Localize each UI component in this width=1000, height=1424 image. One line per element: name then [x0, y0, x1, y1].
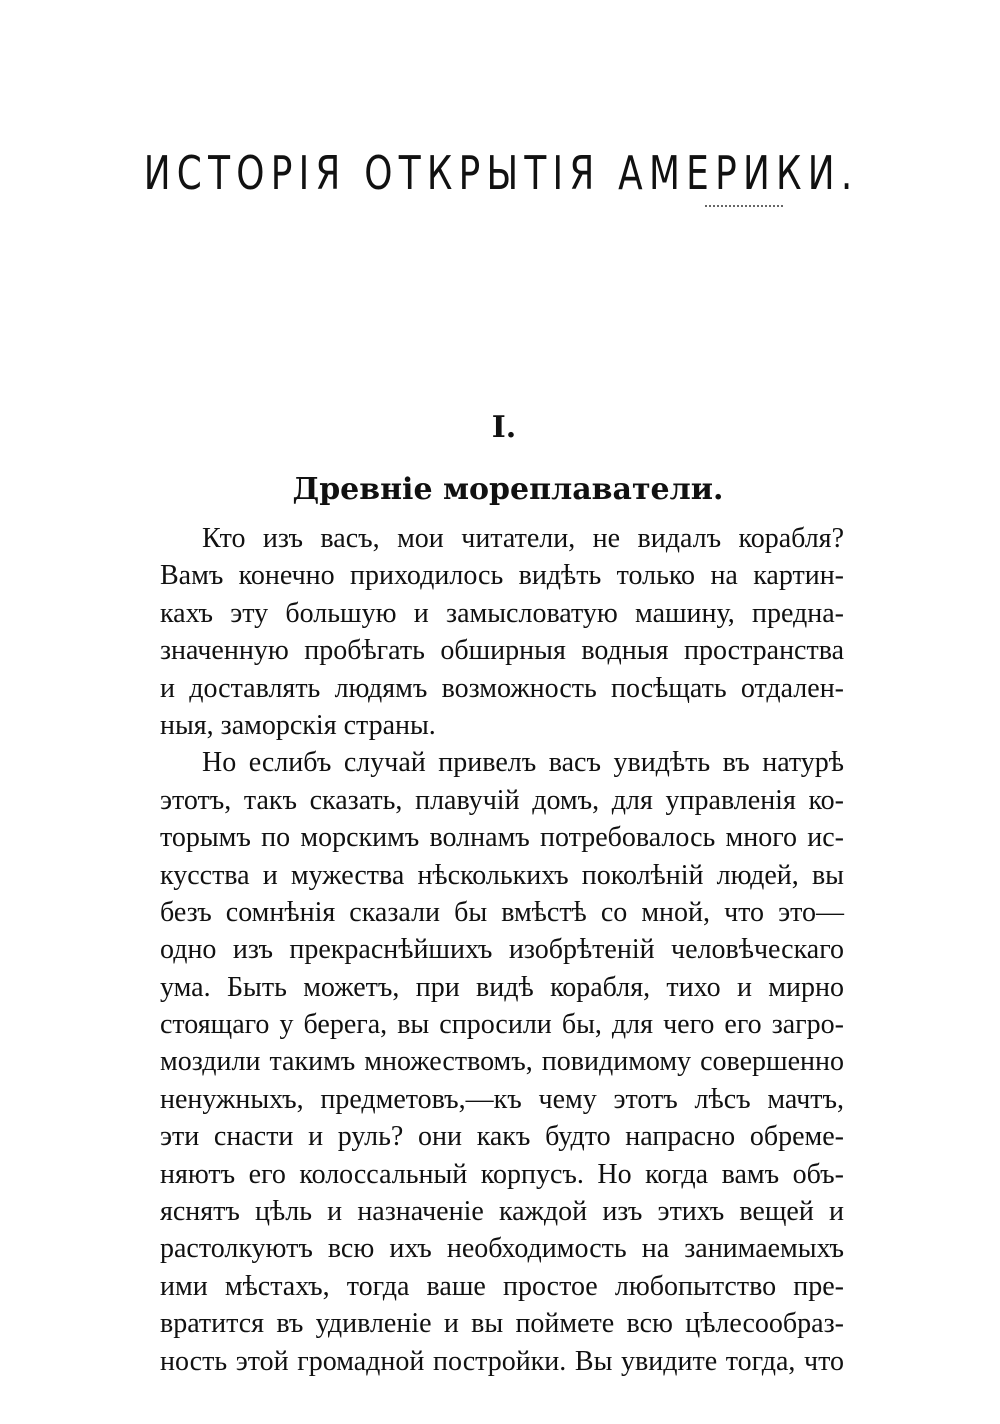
text-line: вратится въ удивленіе и вы поймете всю цѣлесообраз- [160, 1308, 844, 1340]
text-line: ими мѣстахъ, тогда ваше простое любопытство пре- [160, 1270, 844, 1302]
text-line: кахъ эту большую и замысловатую машину, предна- [160, 597, 844, 629]
text-line: кусства и мужества нѣсколькихъ поколѣній людей, вы [160, 859, 844, 891]
text-line: ненужныхъ, предметовъ,—къ чему этотъ лѣсъ мачтъ, [160, 1083, 844, 1115]
text-line: этотъ, такъ сказать, плавучій домъ, для управленія ко- [160, 784, 844, 816]
book-title: ИСТОРІЯ ОТКРЫТІЯ АМЕРИКИ. [143, 146, 859, 200]
text-line: няютъ его колоссальный корпусъ. Но когда вамъ объ- [160, 1158, 844, 1190]
chapter-number: I. [491, 410, 517, 445]
chapter-title: Древніе мореплаватели. [292, 472, 724, 507]
text-line: значенную пробѣгать обширныя водныя пространства [160, 635, 844, 667]
title-rule [705, 205, 783, 207]
text-line: ныя, заморскія страны. [160, 709, 436, 741]
text-line: Но еслибъ случай привелъ васъ увидѣть въ натурѣ [202, 747, 844, 779]
text-line: Вамъ конечно приходилось видѣть только на картин- [160, 560, 844, 592]
text-line: и доставлять людямъ возможность посѣщать отдален- [160, 672, 844, 704]
text-line: ность этой громадной постройки. Вы увидите тогда, что [160, 1345, 844, 1377]
text-line: эти снасти и руль? они какъ будто напрасно обреме- [160, 1121, 844, 1153]
body-text [160, 520, 844, 1380]
text-line: ума. Быть можетъ, при видѣ корабля, тихо и мирно [160, 971, 844, 1003]
text-line: одно изъ прекраснѣйшихъ изобрѣтеній человѣческаго [160, 934, 844, 966]
text-line: яснятъ цѣль и назначеніе каждой изъ этихъ вещей и [160, 1196, 844, 1228]
text-line: растолкуютъ всю ихъ необходимость на занимаемыхъ [160, 1233, 844, 1265]
text-line: Кто изъ васъ, мои читатели, не видалъ корабля? [202, 523, 844, 554]
text-line: моздили такимъ множествомъ, повидимому совершенно [160, 1046, 844, 1078]
text-line: торымъ по морскимъ волнамъ потребовалось много ис- [160, 822, 844, 854]
text-line: стоящаго у берега, вы спросили бы, для чего его загро- [160, 1009, 844, 1041]
text-line: безъ сомнѣнія сказали бы вмѣстѣ со мной, что это— [160, 896, 844, 928]
